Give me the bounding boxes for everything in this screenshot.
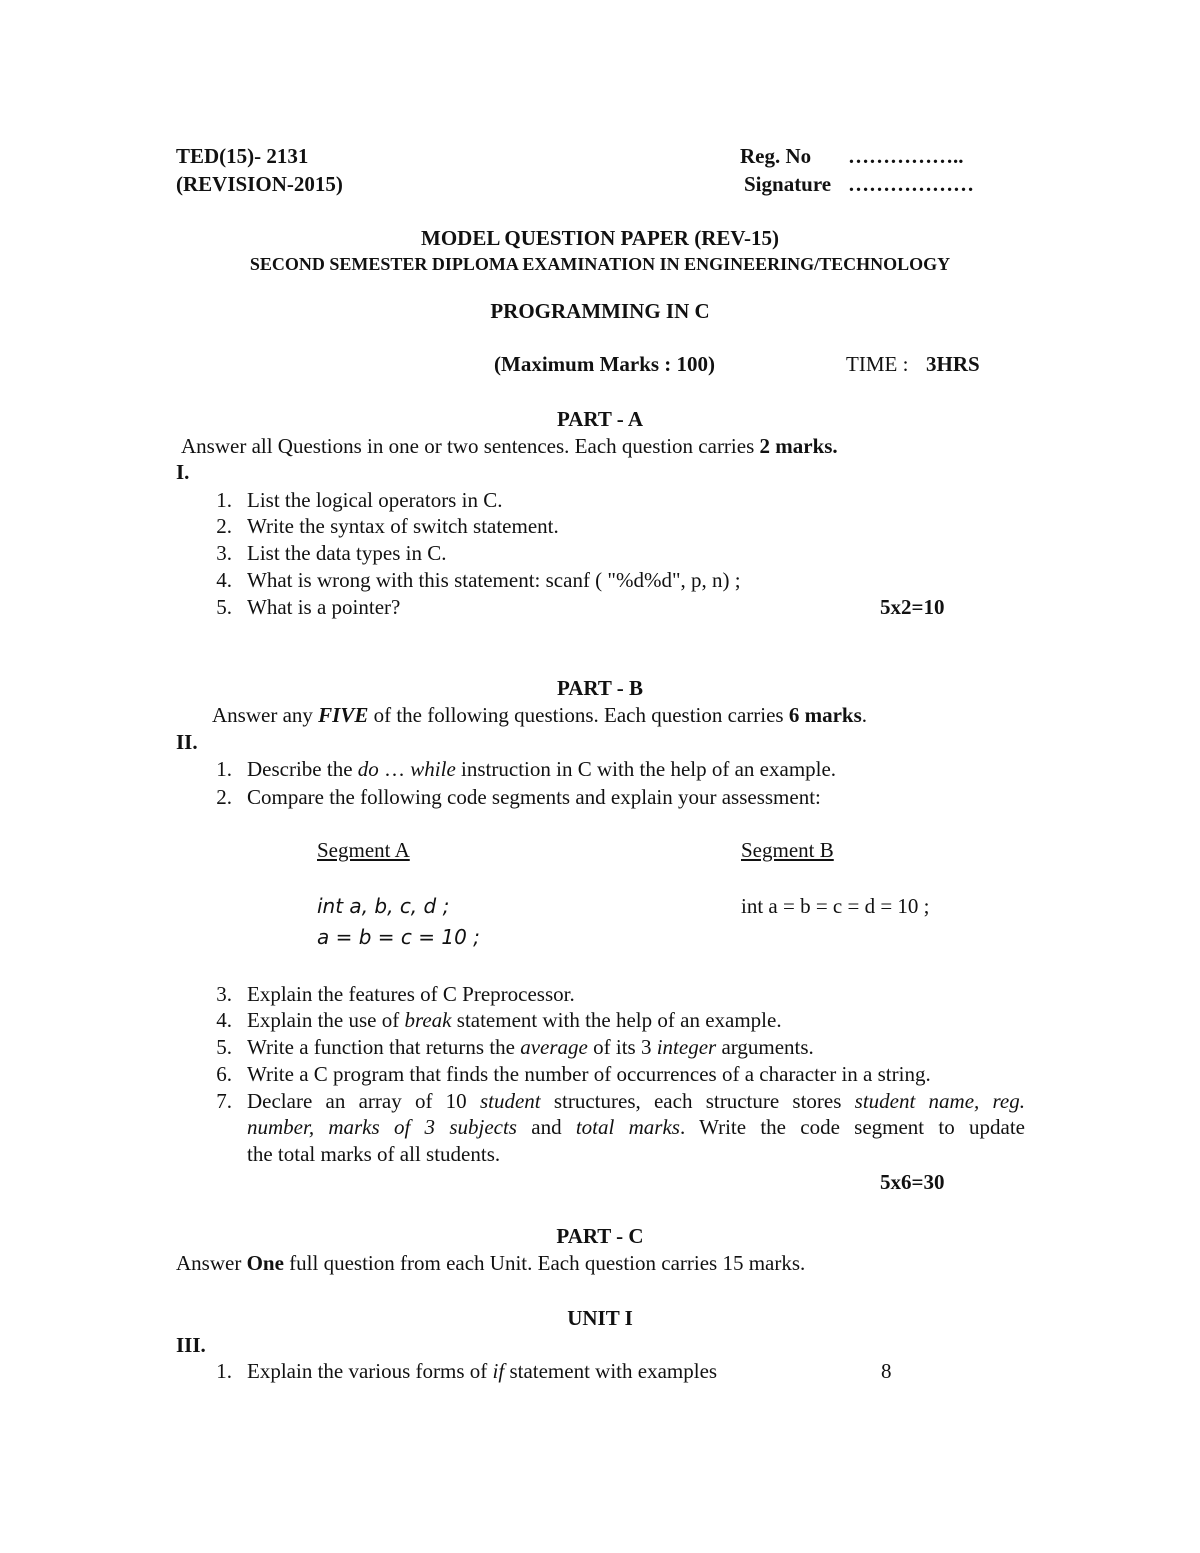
part-c-instructions [176, 1250, 805, 1276]
text-italic: student [479, 1089, 541, 1113]
part-b-instr-text: Answer any [212, 703, 319, 727]
question-text: Write a C program that finds the number of occurrences of a character in a string. [247, 1062, 931, 1086]
part-a-instructions [181, 433, 838, 459]
text-segment: full question from each Unit. Each question carries 15 marks. [283, 1251, 806, 1275]
text-segment: statement with examples [504, 1359, 718, 1383]
question-number: 5. [216, 1035, 232, 1059]
segment-b-label: Segment B [741, 838, 834, 862]
question-number: 7. [216, 1089, 232, 1113]
part-b-instr-mid: of the following questions. Each question carries [368, 703, 789, 727]
part-a-marks: 5x2=10 [880, 595, 945, 619]
signature-field: ……………… [848, 172, 974, 196]
part-c-heading: PART - C [556, 1224, 644, 1248]
question-number: 2. [216, 785, 232, 809]
question-text: Explain the features of C Preprocessor. [247, 982, 575, 1006]
question-text: List the data types in C. [247, 541, 447, 565]
text-bold: One [246, 1251, 284, 1275]
signature-label: Signature [744, 172, 832, 196]
text-segment: … [378, 757, 411, 781]
max-marks: (Maximum Marks : 100) [494, 352, 716, 376]
question-number: 1. [216, 757, 232, 781]
text-italic: if [492, 1359, 505, 1383]
subject-title: PROGRAMMING IN C [490, 299, 710, 323]
part-b-marks: 5x6=30 [880, 1170, 945, 1194]
segment-b-code-line: int a = b = c = d = 10 ; [741, 894, 930, 918]
question-number: 6. [216, 1062, 232, 1086]
text-segment: and [516, 1115, 576, 1139]
question-text: What is wrong with this statement: scanf ( "%d%d", p, n) ; [247, 568, 741, 592]
text-segment: structures, each structure stores [540, 1089, 855, 1113]
text-segment: statement with the help of an example. [451, 1008, 782, 1032]
text-segment: Declare an array of 10 [247, 1089, 480, 1113]
question-number: 2. [216, 514, 232, 538]
segment-a-label: Segment A [317, 838, 410, 862]
question-text-continued: the total marks of all students. [247, 1142, 501, 1166]
part-b-instr-marks: 6 marks [788, 703, 862, 727]
question-text: List the logical operators in C. [247, 488, 503, 512]
question-text [247, 1088, 1025, 1114]
question-number: 1. [216, 488, 232, 512]
question-marks: 8 [881, 1359, 892, 1383]
text-segment: arguments. [716, 1035, 814, 1059]
question-number: 3. [216, 982, 232, 1006]
question-text [247, 1358, 717, 1384]
part-b-instr-end: . [861, 703, 867, 727]
exam-title: SECOND SEMESTER DIPLOMA EXAMINATION IN ENGINEERING/TECHNOLOGY [249, 254, 951, 274]
question-text: Write the syntax of switch statement. [247, 514, 559, 538]
part-b-instructions [212, 702, 867, 728]
question-number: 3. [216, 541, 232, 565]
paper-code: TED(15)- 2131 [176, 144, 309, 168]
part-c-roman: III. [176, 1333, 206, 1357]
question-text: What is a pointer? [247, 595, 401, 619]
text-italic: number, marks of 3 subjects [247, 1115, 517, 1139]
part-a-roman: I. [176, 460, 190, 484]
part-b-heading: PART - B [557, 676, 643, 700]
text-italic: total marks [575, 1115, 680, 1139]
text-italic: average [520, 1035, 588, 1059]
question-text [247, 756, 836, 782]
unit-heading: UNIT I [567, 1306, 633, 1330]
text-italic: do [357, 757, 379, 781]
text-italic: student name, reg. [854, 1089, 1025, 1113]
part-a-instr-marks: 2 marks. [759, 434, 838, 458]
segment-a-code-line: a = b = c = 10 ; [317, 925, 480, 949]
question-number: 1. [216, 1359, 232, 1383]
text-segment: Answer [176, 1251, 247, 1275]
text-segment: Write a function that returns the [247, 1035, 521, 1059]
part-b-roman: II. [176, 730, 198, 754]
reg-no-label: Reg. No [740, 144, 812, 168]
text-segment: of its 3 [587, 1035, 657, 1059]
revision-label: (REVISION-2015) [176, 172, 343, 196]
question-text [247, 1007, 782, 1033]
text-italic: integer [656, 1035, 717, 1059]
text-segment: Explain the use of [247, 1008, 405, 1032]
text-segment: . Write the code segment to update [679, 1115, 1025, 1139]
text-segment: instruction in C with the help of an example. [455, 757, 837, 781]
question-text [247, 1034, 814, 1060]
part-b-instr-five: FIVE [318, 703, 369, 727]
reg-no-field: …………….. [848, 144, 964, 168]
text-segment: Describe the [247, 757, 358, 781]
part-a-heading: PART - A [557, 407, 643, 431]
question-text-continued [247, 1114, 1025, 1140]
question-text: Compare the following code segments and explain your assessment: [247, 785, 821, 809]
question-number: 4. [216, 1008, 232, 1032]
segment-a-code-line: int a, b, c, d ; [317, 894, 450, 918]
part-a-instr-text: Answer all Questions in one or two sentences. Each question carries [181, 434, 760, 458]
question-number: 4. [216, 568, 232, 592]
time-value: 3HRS [926, 352, 980, 376]
text-italic: break [404, 1008, 452, 1032]
paper-title: MODEL QUESTION PAPER (REV-15) [421, 226, 779, 250]
question-number: 5. [216, 595, 232, 619]
text-italic: while [410, 757, 456, 781]
time-label: TIME : [846, 352, 909, 376]
text-segment: Explain the various forms of [247, 1359, 493, 1383]
